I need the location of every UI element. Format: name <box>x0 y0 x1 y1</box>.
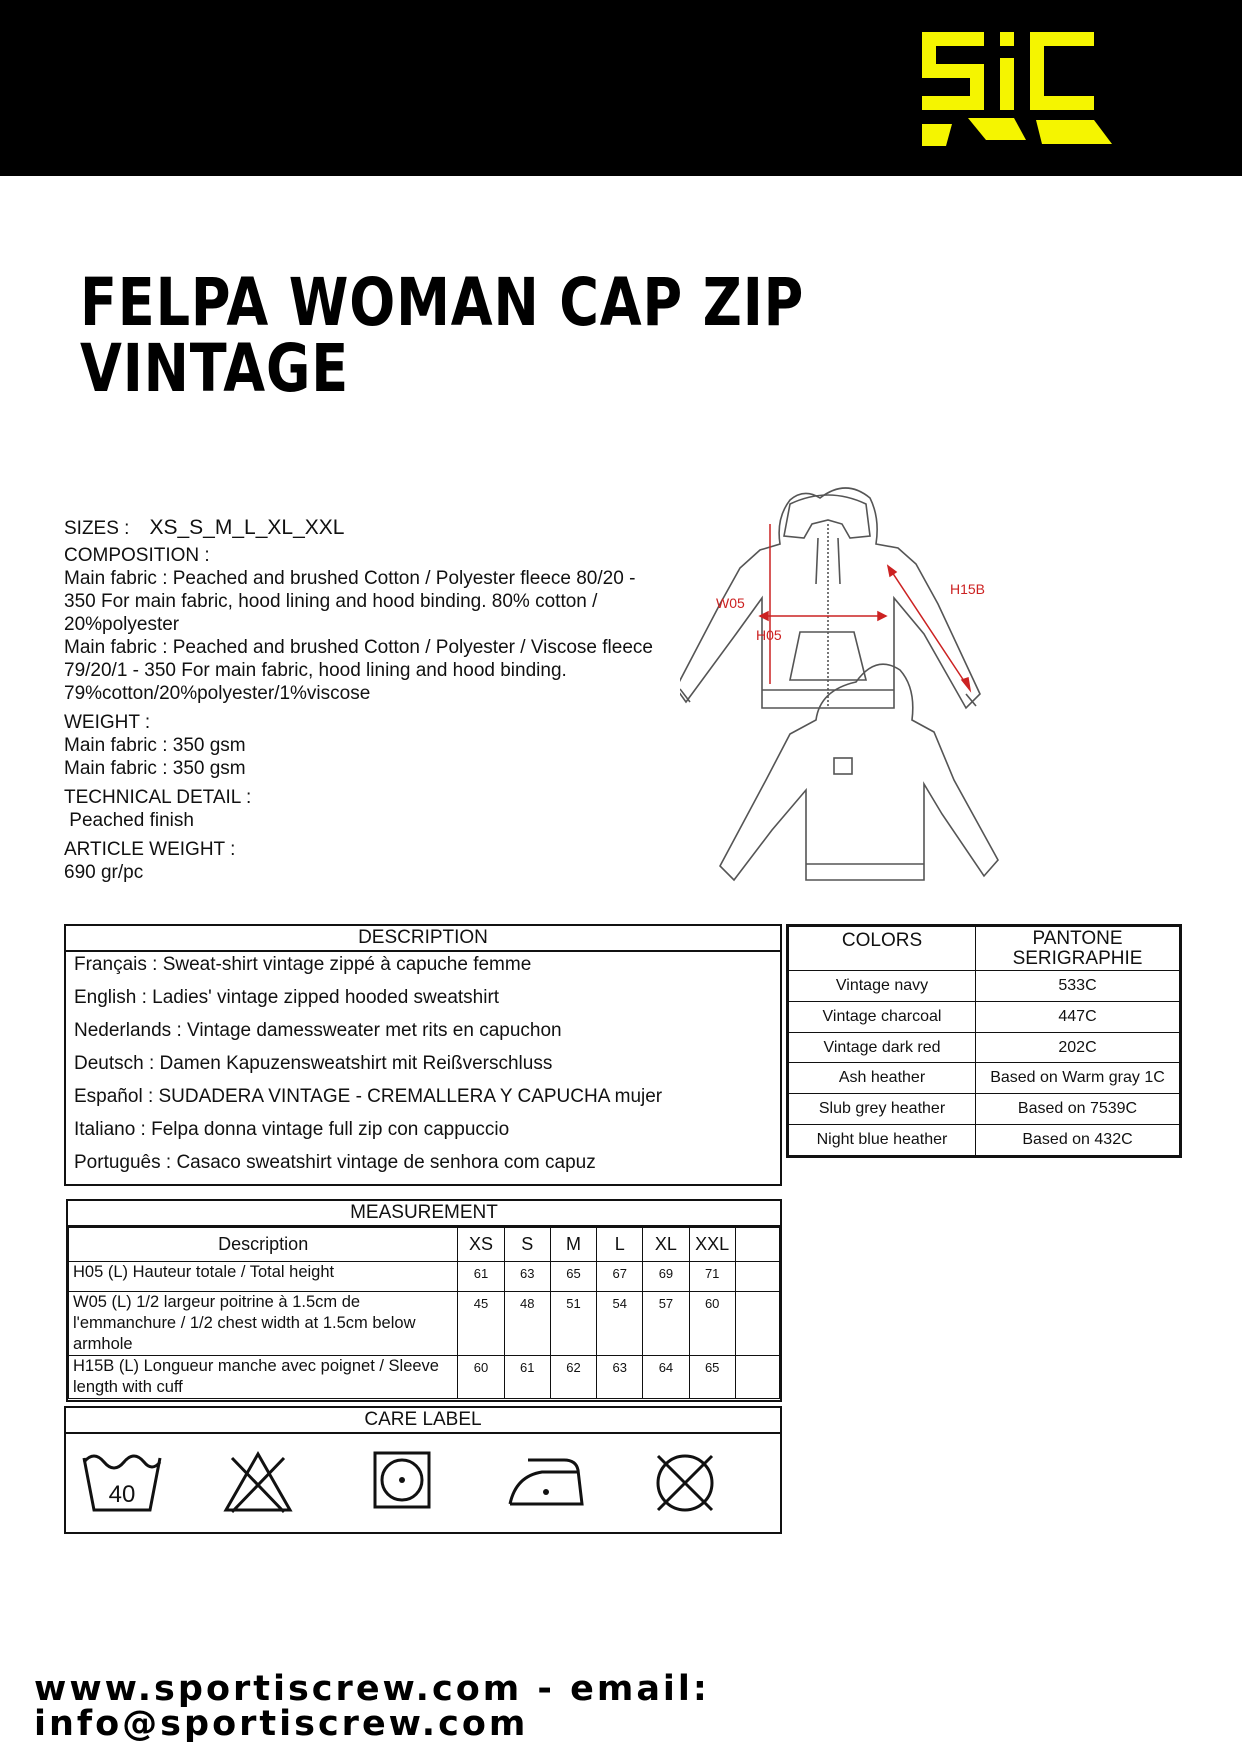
measurement-value: 54 <box>597 1292 643 1356</box>
sizes-row <box>64 516 664 540</box>
measurement-header: MEASUREMENT <box>68 1201 780 1227</box>
color-pantone: Based on 7539C <box>976 1094 1180 1125</box>
footer-contact: www.sportiscrew.com - email: info@sportiscrew.com <box>34 1669 710 1744</box>
measurement-desc: W05 (L) 1/2 largeur poitrine à 1.5cm de l'emmanchure / 1/2 chest width at 1.5cm below armhole <box>69 1292 458 1356</box>
size-header: M <box>550 1228 596 1262</box>
w05-label: W05 <box>716 595 745 611</box>
color-name: Vintage navy <box>789 971 976 1002</box>
measurement-value: 67 <box>597 1262 643 1292</box>
measurement-value: 62 <box>550 1356 596 1399</box>
color-pantone: 533C <box>976 971 1180 1002</box>
wash-temp: 40 <box>108 1481 136 1508</box>
measurement-value: 69 <box>643 1262 689 1292</box>
color-name: Vintage charcoal <box>789 1001 976 1032</box>
size-header: S <box>504 1228 550 1262</box>
description-table <box>64 924 782 1186</box>
care-label-box <box>64 1406 782 1534</box>
weight-label: WEIGHT : <box>64 712 151 733</box>
measurement-value: 60 <box>689 1292 735 1356</box>
measurement-value: 71 <box>689 1262 735 1292</box>
description-row: Nederlands : Vintage damessweater met rits en capuchon <box>74 1020 562 1041</box>
technical-label: TECHNICAL DETAIL : <box>64 787 252 808</box>
measurement-value: 45 <box>458 1292 504 1356</box>
color-pantone: 202C <box>976 1032 1180 1063</box>
description-header: DESCRIPTION <box>66 926 780 952</box>
colors-header: COLORS <box>789 927 976 971</box>
color-pantone: Based on 432C <box>976 1125 1180 1156</box>
sic-logo <box>916 28 1156 148</box>
measurement-value: 65 <box>550 1262 596 1292</box>
spec-block <box>64 516 664 884</box>
header-bar <box>0 0 1242 176</box>
empty-cell <box>735 1356 779 1399</box>
measurement-value: 48 <box>504 1292 550 1356</box>
tumble-dry-icon <box>372 1450 432 1512</box>
no-bleach-icon <box>222 1450 294 1516</box>
h15b-label: H15B <box>950 581 986 597</box>
description-row: English : Ladies' vintage zipped hooded sweatshirt <box>74 987 500 1008</box>
description-row: Deutsch : Damen Kapuzensweatshirt mit Reißverschluss <box>74 1053 553 1074</box>
measurement-value: 64 <box>643 1356 689 1399</box>
size-header: L <box>597 1228 643 1262</box>
sizes-label: SIZES : <box>64 518 130 539</box>
measurement-value: 63 <box>504 1262 550 1292</box>
measurement-value: 57 <box>643 1292 689 1356</box>
size-header: XXL <box>689 1228 735 1262</box>
color-name: Vintage dark red <box>789 1032 976 1063</box>
color-name: Slub grey heather <box>789 1094 976 1125</box>
color-name: Night blue heather <box>789 1125 976 1156</box>
empty-cell <box>735 1228 779 1262</box>
colors-table <box>786 924 1182 1158</box>
composition-text-1: Main fabric : Peached and brushed Cotton / Polyester fleece 80/20 - 350 For main fabric, hood lining and hood binding. 80% cotton / 20%polyester <box>64 568 636 635</box>
color-name: Ash heather <box>789 1063 976 1094</box>
h05-label: H05 <box>756 627 782 643</box>
weight-text-1: Main fabric : 350 gsm <box>64 735 246 756</box>
measurement-desc-header: Description <box>69 1228 458 1262</box>
measurement-value: 65 <box>689 1356 735 1399</box>
measurement-value: 63 <box>597 1356 643 1399</box>
measurement-value: 61 <box>458 1262 504 1292</box>
measurement-value: 61 <box>504 1356 550 1399</box>
sizes-value: XS_S_M_L_XL_XXL <box>149 516 345 539</box>
empty-cell <box>735 1292 779 1356</box>
description-row: Italiano : Felpa donna vintage full zip con cappuccio <box>74 1119 510 1140</box>
composition-label: COMPOSITION : <box>64 545 210 566</box>
weight-text-2: Main fabric : 350 gsm <box>64 758 246 779</box>
description-row: Español : SUDADERA VINTAGE - CREMALLERA Y CAPUCHA mujer <box>74 1086 663 1107</box>
color-pantone: 447C <box>976 1001 1180 1032</box>
pantone-header: PANTONE SERIGRAPHIE <box>976 927 1180 971</box>
empty-cell <box>735 1262 779 1292</box>
measurement-value: 51 <box>550 1292 596 1356</box>
technical-text: Peached finish <box>64 810 194 831</box>
iron-low-icon <box>506 1454 586 1510</box>
size-header: XS <box>458 1228 504 1262</box>
measurement-value: 60 <box>458 1356 504 1399</box>
product-title: FELPA WOMAN CAP ZIP VINTAGE <box>80 264 805 407</box>
size-header: XL <box>643 1228 689 1262</box>
care-label-header: CARE LABEL <box>66 1408 780 1434</box>
description-row: Français : Sweat-shirt vintage zippé à capuche femme <box>74 954 532 975</box>
measurement-table <box>66 1199 782 1402</box>
measurement-desc: H05 (L) Hauteur totale / Total height <box>69 1262 458 1292</box>
description-row: Português : Casaco sweatshirt vintage de senhora com capuz <box>74 1152 596 1173</box>
composition-text-2: Main fabric : Peached and brushed Cotton / Polyester / Viscose fleece 79/20/1 - 350 For main fabric, hood lining and hood binding. 79%cotton/20%polyester/1%viscose <box>64 637 653 704</box>
article-weight-label: ARTICLE WEIGHT : <box>64 839 236 860</box>
article-weight-text: 690 gr/pc <box>64 862 144 883</box>
color-pantone: Based on Warm gray 1C <box>976 1063 1180 1094</box>
wash-40-icon <box>80 1448 164 1518</box>
no-dry-clean-icon <box>652 1450 718 1516</box>
hoodie-technical-sketch <box>680 484 1120 884</box>
measurement-desc: H15B (L) Longueur manche avec poignet / Sleeve length with cuff <box>69 1356 458 1399</box>
